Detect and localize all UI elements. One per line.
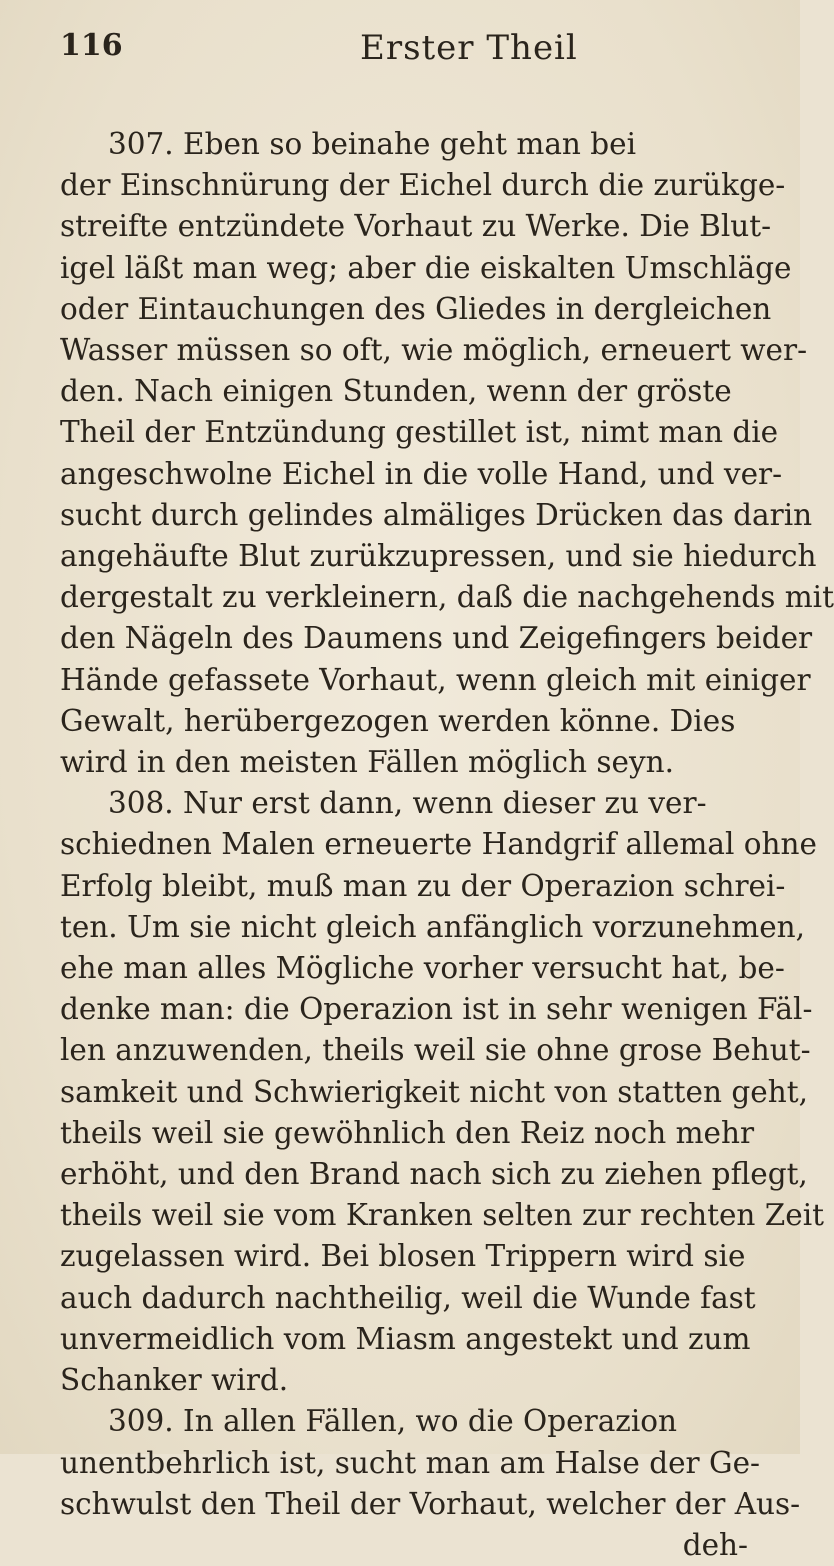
text-line: Erfolg bleibt, muß man zu der Operazion schrei- bbox=[60, 868, 786, 903]
text-line: unvermeidlich vom Miasm angestekt und zum bbox=[60, 1321, 751, 1356]
text-line: len anzuwenden, theils weil sie ohne grose Behut- bbox=[60, 1033, 811, 1068]
text-line: Schanker wird. bbox=[60, 1363, 289, 1398]
text-line: den. Nach einigen Stunden, wenn der gröste bbox=[60, 374, 732, 409]
text-line: samkeit und Schwierigkeit nicht von statten geht, bbox=[60, 1074, 808, 1109]
text-line: dergestalt zu verkleinern, daß die nachgehends mit bbox=[60, 580, 834, 615]
text-line: theils weil sie gewöhnlich den Reiz noch mehr bbox=[60, 1115, 755, 1150]
text-line: den Nägeln des Daumens und Zeigefingers beider bbox=[60, 621, 813, 656]
paragraph-3 bbox=[60, 1401, 801, 1525]
text-line: 309. In allen Fällen, wo die Operazion bbox=[108, 1404, 678, 1439]
text-line: 307. Eben so beinahe geht man bei bbox=[108, 127, 637, 161]
text-line: streifte entzündete Vorhaut zu Werke. Die Blut- bbox=[60, 209, 772, 244]
catchword: deh- bbox=[682, 1527, 748, 1562]
text-line: Wasser müssen so oft, wie möglich, erneuert wer- bbox=[60, 333, 808, 368]
text-line: Hände gefassete Vorhaut, wenn gleich mit einiger bbox=[60, 662, 811, 697]
text-line: ten. Um sie nicht gleich anfänglich vorzunehmen, bbox=[60, 909, 806, 944]
text-line: unentbehrlich ist, sucht man am Halse der Ge- bbox=[60, 1445, 761, 1480]
text-line: Theil der Entzündung gestillet ist, nimt man die bbox=[60, 415, 779, 450]
text-line: der Einschnürung der Eichel durch die zurükge- bbox=[60, 168, 786, 203]
text-line: erhöht, und den Brand nach sich zu ziehen pflegt, bbox=[60, 1157, 808, 1192]
page-number: 116 bbox=[60, 28, 123, 63]
text-line: 308. Nur erst dann, wenn dieser zu ver- bbox=[108, 786, 707, 821]
text-line: zugelassen wird. Bei blosen Trippern wird sie bbox=[60, 1239, 746, 1274]
text-line: auch dadurch nachtheilig, weil die Wunde fast bbox=[60, 1280, 756, 1315]
text-line: igel läßt man weg; aber die eiskalten Umschläge bbox=[60, 250, 792, 285]
paragraph-1 bbox=[60, 124, 834, 783]
text-line: wird in den meisten Fällen möglich seyn. bbox=[60, 745, 675, 780]
paragraph-2 bbox=[60, 783, 825, 1401]
body-text bbox=[60, 124, 834, 1566]
text-line: angeschwolne Eichel in die volle Hand, und ver- bbox=[60, 456, 783, 491]
page-header bbox=[60, 28, 756, 84]
text-line: denke man: die Operazion ist in sehr wenigen Fäl- bbox=[60, 992, 813, 1027]
running-head: Erster Theil bbox=[360, 28, 578, 68]
text-line: schwulst den Theil der Vorhaut, welcher der Aus- bbox=[60, 1486, 801, 1521]
text-line: ehe man alles Mögliche vorher versucht hat, be- bbox=[60, 951, 785, 986]
text-line: Gewalt, herübergezogen werden könne. Dies bbox=[60, 703, 736, 738]
text-line: sucht durch gelindes almäliges Drücken das darin bbox=[60, 497, 813, 532]
text-line: theils weil sie vom Kranken selten zur rechten Zeit bbox=[60, 1198, 825, 1233]
text-line: oder Eintauchungen des Gliedes in dergleichen bbox=[60, 291, 772, 326]
text-line: angehäufte Blut zurükzupressen, und sie hiedurch bbox=[60, 539, 817, 574]
text-line: schiednen Malen erneuerte Handgrif allemal ohne bbox=[60, 827, 818, 862]
